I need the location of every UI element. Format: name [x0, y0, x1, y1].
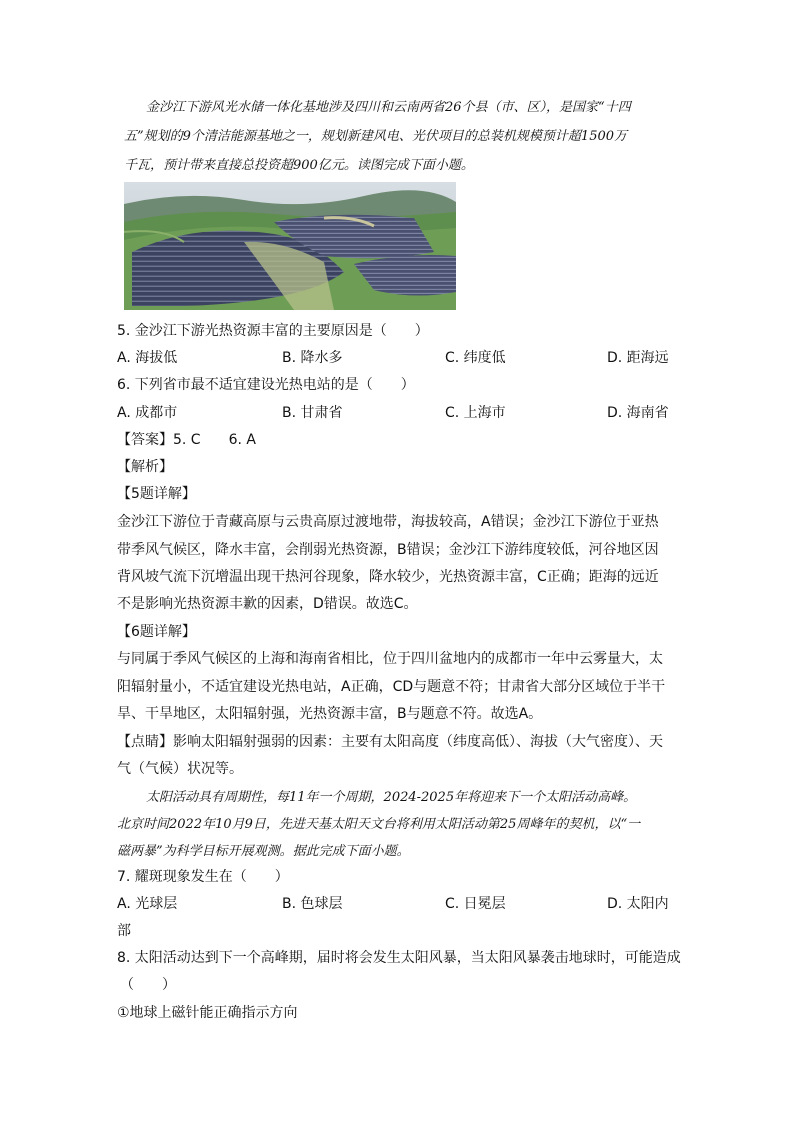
answer-line: [117, 429, 256, 449]
q6-stem: 6. 下列省市最不适宜建设光热电站的是（ ）: [117, 377, 415, 393]
passage1-line-3: 千瓦，预计带来直接总投资超900亿元。读图完成下面小题。: [124, 158, 474, 173]
passage1-line-1: 金沙江下游风光水储一体化基地涉及四川和云南两省26个县（市、区），是国家“十四: [146, 100, 631, 115]
q8-item-1: ①地球上磁针能正确指示方向: [117, 1005, 298, 1021]
q6-detail-line-3: 旱、干旱地区，太阳辐射强，光热资源丰富，B与题意不符。故选A。: [117, 706, 543, 722]
q6-option-a: A. 成都市: [117, 405, 178, 421]
q5-detail-line-3: 背风坡气流下沉增温出现干热河谷现象，降水较少，光热资源丰富，C正确；距海的远近: [117, 569, 659, 585]
q5-detail-line-2: 带季风气候区，降水丰富，会削弱光热资源，B错误；金沙江下游纬度较低，河谷地区因: [117, 542, 659, 558]
passage2-line-2: 北京时间2022年10月9日，先进天基太阳天文台将利用太阳活动第25周峰年的契机，以“一: [117, 817, 641, 832]
q7-option-b: B. 色球层: [282, 896, 343, 912]
q5-detail-tag: 【5题详解】: [117, 486, 196, 502]
passage2-line-1: 太阳活动具有周期性，每11年一个周期，2024-2025年将迎来下一个太阳活动高峰。: [146, 790, 637, 805]
q5-option-b: B. 降水多: [282, 350, 343, 366]
answer-tag: 【答案】: [117, 432, 173, 448]
passage2-line-3: 磁两暴”为科学目标开展观测。据此完成下面小题。: [117, 844, 410, 859]
q7-option-c: C. 日冕层: [445, 896, 506, 912]
q6-detail-line-2: 阳辐射量小，不适宜建设光热电站，A正确，CD与题意不符；甘肃省大部分区域位于半干: [117, 679, 666, 695]
answer-text: 5. C 6. A: [173, 432, 256, 448]
q5-detail-line-4: 不是影响光热资源丰歉的因素，D错误。故选C。: [117, 596, 418, 612]
q5-option-d: D. 距海远: [607, 350, 669, 366]
tip-line-1: [117, 731, 663, 751]
solar-farm-photo: [124, 182, 456, 310]
q7-option-a: A. 光球层: [117, 896, 178, 912]
q8-stem: 8. 太阳活动达到下一个高峰期，届时将会发生太阳风暴，当太阳风暴袭击地球时，可能造成: [117, 950, 681, 966]
q6-detail-line-1: 与同属于季风气候区的上海和海南省相比，位于四川盆地内的成都市一年中云雾量大，太: [117, 651, 663, 667]
q5-option-a: A. 海拔低: [117, 350, 178, 366]
q5-option-c: C. 纬度低: [445, 350, 506, 366]
q6-detail-tag: 【6题详解】: [117, 624, 196, 640]
tip-tag: 【点睛】: [117, 734, 173, 750]
q7-option-d-wrap: 部: [117, 923, 131, 939]
q6-option-c: C. 上海市: [445, 405, 506, 421]
q7-stem: 7. 耀斑现象发生在（ ）: [117, 869, 289, 885]
tip-line-2: 气（气候）状况等。: [117, 761, 243, 777]
q5-stem: 5. 金沙江下游光热资源丰富的主要原因是（ ）: [117, 323, 429, 339]
q7-option-d: D. 太阳内: [607, 896, 669, 912]
analysis-tag: 【解析】: [117, 459, 173, 475]
q6-option-b: B. 甘肃省: [282, 405, 343, 421]
q8-paren: （ ）: [120, 977, 176, 993]
q5-detail-line-1: 金沙江下游位于青藏高原与云贵高原过渡地带，海拔较高，A错误；金沙江下游位于亚热: [117, 514, 659, 530]
passage1-line-2: 五”规划的9个清洁能源基地之一，规划新建风电、光伏项目的总装机规模预计超1500万: [124, 129, 628, 144]
tip-text-1: 影响太阳辐射强弱的因素：主要有太阳高度（纬度高低）、海拔（大气密度）、天: [173, 734, 663, 750]
q6-option-d: D. 海南省: [607, 405, 669, 421]
